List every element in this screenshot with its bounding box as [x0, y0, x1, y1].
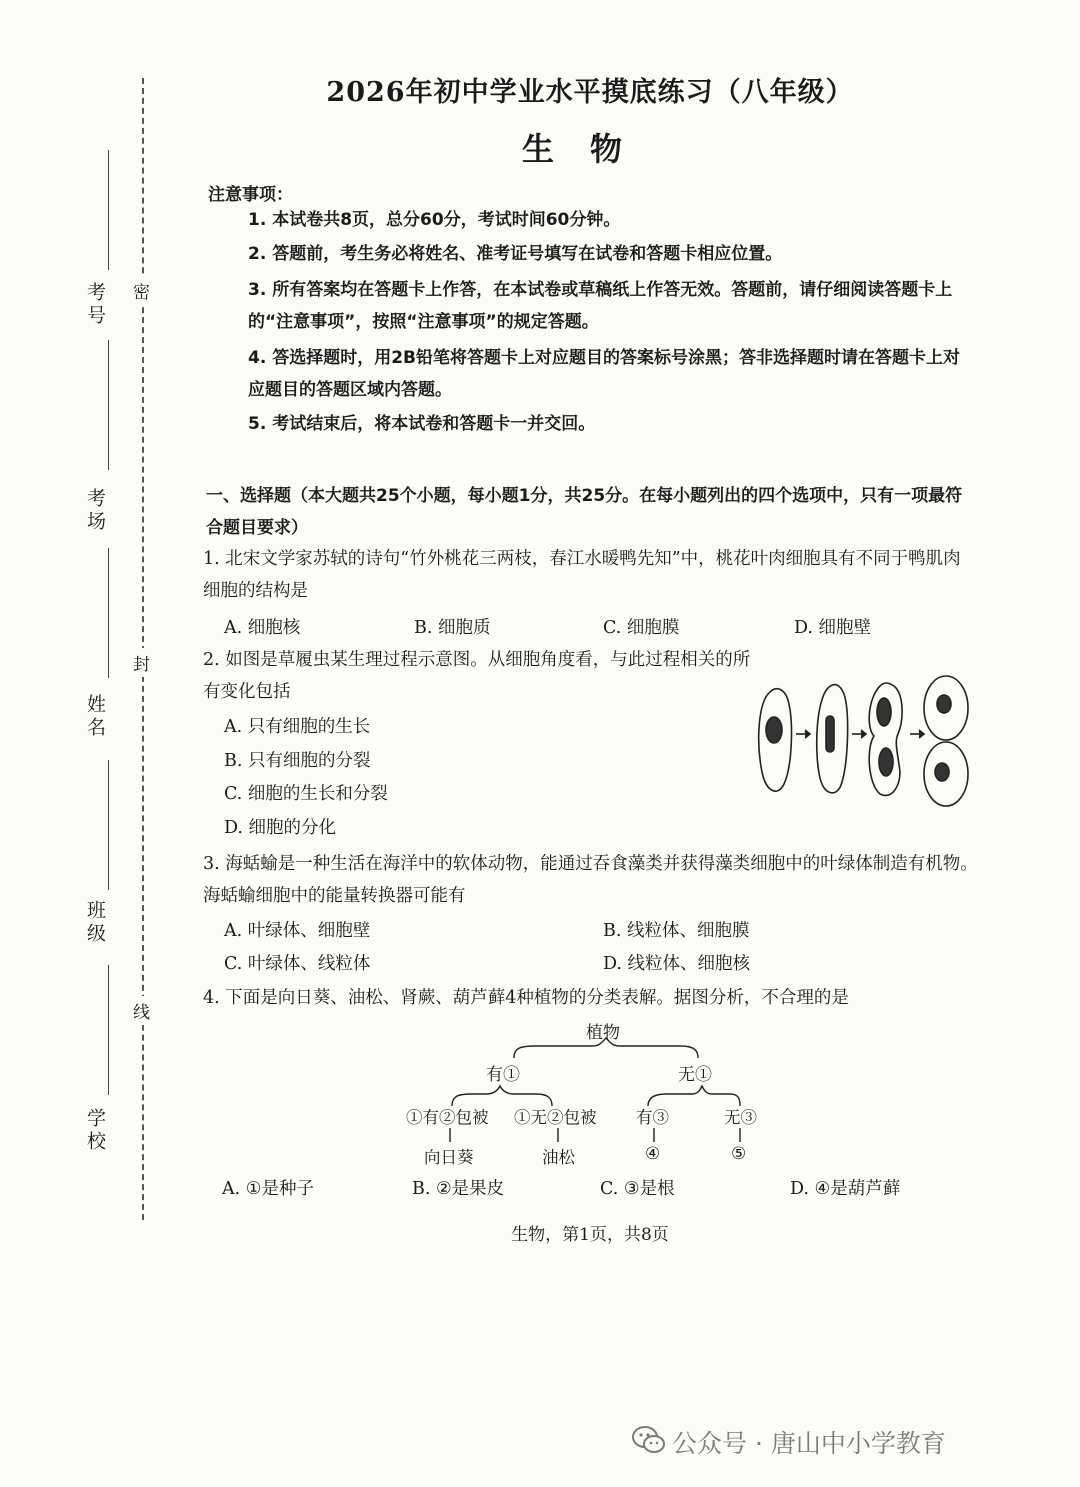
question-2-option-a: A. 只有细胞的生长: [224, 717, 371, 737]
margin-underline: [108, 548, 109, 678]
tree-node-ll: ①有②包被: [406, 1108, 489, 1127]
margin-underline: [108, 760, 109, 890]
margin-field-name: 姓名: [84, 694, 106, 740]
exam-title: 2026年初中学业水平摸底练习（八年级）: [326, 77, 854, 108]
margin-field-school: 学校: [84, 1108, 106, 1154]
question-1-option-c: C. 细胞膜: [603, 618, 680, 638]
question-1-option-b: B. 细胞质: [414, 618, 491, 638]
notice-heading: 注意事项：: [208, 185, 293, 205]
notice-item: 4. 答选择题时，用2B铅笔将答题卡上对应题目的答案标号涂黑；答非选择题时请在答题卡上对应题目的答题区域内答题。: [248, 348, 960, 400]
section-heading: 一、选择题（本大题共25个小题，每小题1分，共25分。在每小题列出的四个选项中，只有一项最符合题目要求）: [206, 486, 963, 538]
question-1-stem: 1. 北宋文学家苏轼的诗句“竹外桃花三两枝，春江水暖鸭先知”中，桃花叶肉细胞具有不同于鸭肌肉细胞的结构是: [203, 549, 961, 601]
margin-underline: [108, 965, 109, 1095]
tree-node-left: 有①: [486, 1065, 520, 1085]
question-3-option-a: A. 叶绿体、细胞壁: [224, 921, 371, 941]
question-4-option-a: A. ①是种子: [222, 1179, 314, 1199]
tree-node-right: 无①: [678, 1065, 712, 1085]
question-3-option-d: D. 线粒体、细胞核: [603, 954, 751, 974]
margin-field-class: 班级: [84, 900, 106, 946]
question-2-option-d: D. 细胞的分化: [224, 818, 337, 838]
seal-char-xian: 线: [133, 996, 150, 1025]
question-4-stem: 4. 下面是向日葵、油松、肾蕨、葫芦藓4种植物的分类表解。据图分析，不合理的是: [203, 988, 849, 1008]
question-2-stem: 2. 如图是草履虫某生理过程示意图。从细胞角度看，与此过程相关的所有变化包括: [203, 650, 751, 702]
seal-char-mi: 密: [133, 276, 150, 305]
tree-node-rr: 无③: [724, 1108, 757, 1127]
page-footer: 生物，第1页，共8页: [511, 1225, 669, 1245]
plant-classification-tree: [396, 1018, 776, 1178]
tree-node-rl: 有③: [636, 1108, 669, 1127]
paramecium-division-diagram: [748, 672, 974, 812]
question-3-option-b: B. 线粒体、细胞膜: [603, 921, 750, 941]
question-2-option-c: C. 细胞的生长和分裂: [224, 784, 388, 804]
wechat-icon: [632, 1424, 666, 1456]
seal-char-feng: 封: [133, 648, 150, 677]
margin-underline: [108, 340, 109, 470]
question-1-option-a: A. 细胞核: [224, 618, 301, 638]
notice-item: 5. 考试结束后，将本试卷和答题卡一并交回。: [248, 414, 596, 434]
question-4-option-b: B. ②是果皮: [412, 1179, 505, 1199]
margin-field-exam-number: 考号: [84, 282, 106, 328]
question-2-option-b: B. 只有细胞的分裂: [224, 751, 371, 771]
question-3-stem: 3. 海蛞蝓是一种生活在海洋中的软体动物，能通过吞食藻类并获得藻类细胞中的叶绿体制造有机物。海蛞蝓细胞中的能量转换器可能有: [203, 854, 978, 906]
watermark-text: 公众号 · 唐山中小学教育: [672, 1429, 946, 1458]
notice-item: 3. 所有答案均在答题卡上作答，在本试卷或草稿纸上作答无效。答题前，请仔细阅读答题卡上的“注意事项”，按照“注意事项”的规定答题。: [248, 280, 953, 332]
tree-node-lr: ①无②包被: [514, 1108, 597, 1127]
tree-root: 植物: [586, 1023, 620, 1043]
tree-leaf-sunflower: 向日葵: [424, 1148, 474, 1167]
notice-item: 2. 答题前，考生务必将姓名、准考证号填写在试卷和答题卡相应位置。: [248, 244, 783, 264]
margin-underline: [108, 150, 109, 270]
tree-leaf-4: ④: [645, 1144, 661, 1164]
question-4-option-d: D. ④是葫芦藓: [790, 1179, 901, 1199]
question-1-option-d: D. 细胞壁: [794, 618, 872, 638]
margin-field-exam-room: 考场: [84, 488, 106, 534]
notice-item: 1. 本试卷共8页，总分60分，考试时间60分钟。: [248, 210, 621, 230]
tree-leaf-5: ⑤: [731, 1144, 747, 1164]
tree-leaf-pine: 油松: [542, 1148, 575, 1167]
question-3-option-c: C. 叶绿体、线粒体: [224, 954, 371, 974]
question-4-option-c: C. ③是根: [600, 1179, 675, 1199]
subject-title: 生物: [521, 130, 658, 168]
